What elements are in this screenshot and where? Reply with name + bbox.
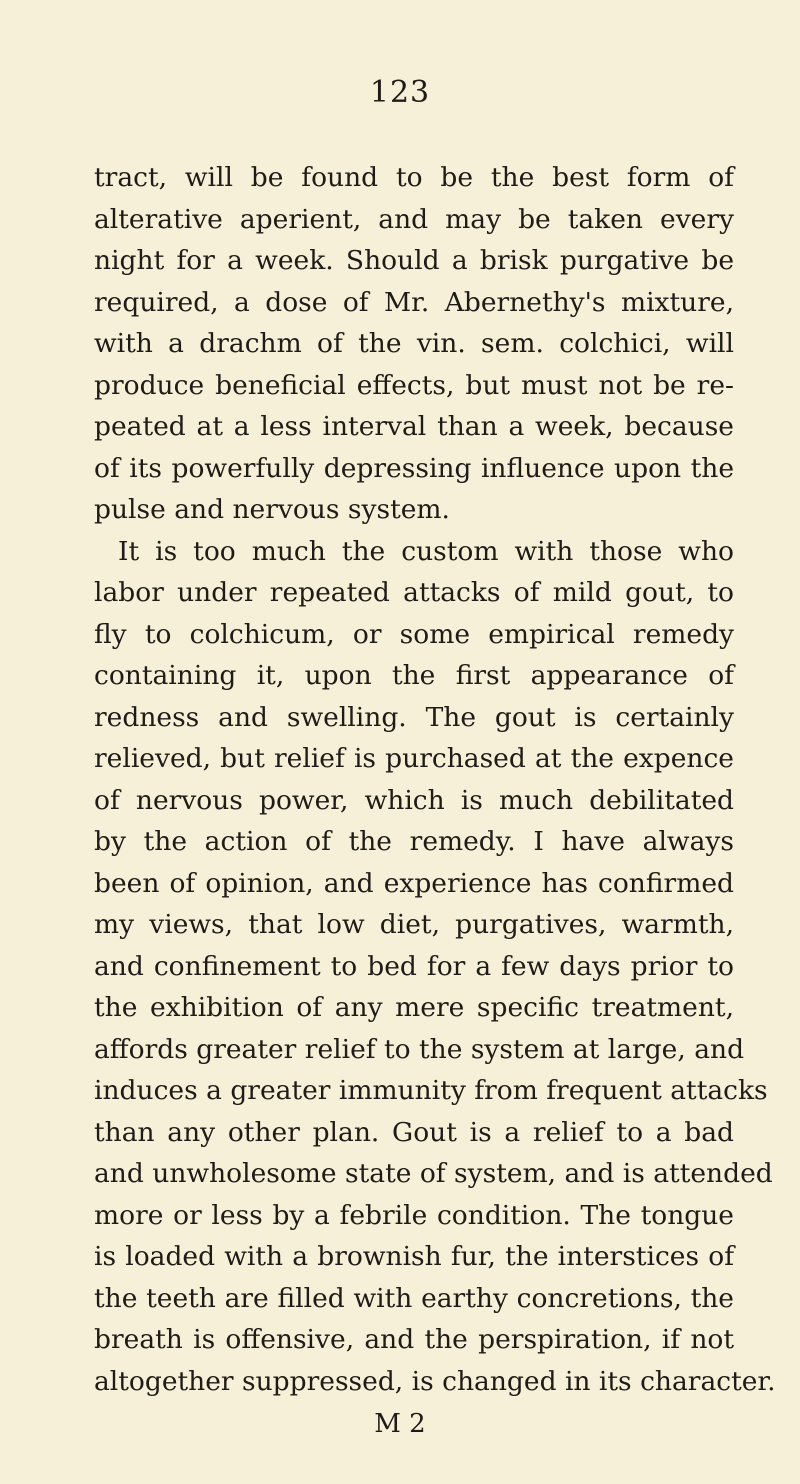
- page-number: 123: [369, 75, 431, 110]
- text-line: is loaded with a brownish fur, the interstices of: [94, 1241, 734, 1272]
- text-line: been of opinion, and experience has confirmed: [94, 867, 734, 899]
- text-line: induces a greater immunity from frequent attacks: [94, 1075, 768, 1106]
- text-line: more or less by a febrile condition. The tongue: [94, 1199, 734, 1231]
- text-line: with a drachm of the vin. sem. colchici, will: [94, 328, 734, 359]
- signature-mark: M 2: [374, 1409, 426, 1439]
- text-line: of its powerfully depressing influence upon the: [94, 452, 734, 484]
- text-line: the teeth are filled with earthy concretions, the: [94, 1282, 734, 1314]
- text-line: my views, that low diet, purgatives, warmth,: [94, 909, 734, 940]
- text-line: required, a dose of Mr. Abernethy's mixture,: [94, 286, 734, 318]
- text-line: and confinement to bed for a few days prior to: [94, 950, 734, 982]
- body-text: [94, 157, 776, 1402]
- text-line: produce beneficial effects, but must not be re-: [94, 369, 734, 401]
- text-line: breath is offensive, and the perspiration, if not: [94, 1324, 734, 1355]
- text-line: fly to colchicum, or some empirical remedy: [94, 618, 734, 650]
- text-line: containing it, upon the first appearance of: [94, 660, 734, 691]
- text-line: night for a week. Should a brisk purgative be: [94, 245, 734, 276]
- text-line: than any other plan. Gout is a relief to a bad: [94, 1116, 734, 1148]
- text-line: the exhibition of any mere specific treatment,: [94, 992, 734, 1023]
- text-line: and unwholesome state of system, and is attended: [94, 1158, 773, 1189]
- text-line: altogether suppressed, is changed in its character.: [94, 1365, 776, 1397]
- text-line: redness and swelling. The gout is certainly: [94, 701, 734, 733]
- text-line: of nervous power, which is much debilitated: [94, 784, 734, 816]
- text-line: tract, will be found to be the best form of: [94, 162, 734, 193]
- text-line: by the action of the remedy. I have always: [94, 826, 734, 857]
- text-line: alterative aperient, and may be taken every: [94, 203, 734, 235]
- paragraph-start-line: It is too much the custom with those who: [118, 535, 734, 567]
- text-line: labor under repeated attacks of mild gout, to: [94, 577, 734, 608]
- text-line: relieved, but relief is purchased at the expence: [94, 743, 734, 774]
- text-line: peated at a less interval than a week, because: [94, 411, 734, 442]
- text-line: affords greater relief to the system at large, and: [94, 1033, 745, 1065]
- text-line: pulse and nervous system.: [94, 494, 450, 525]
